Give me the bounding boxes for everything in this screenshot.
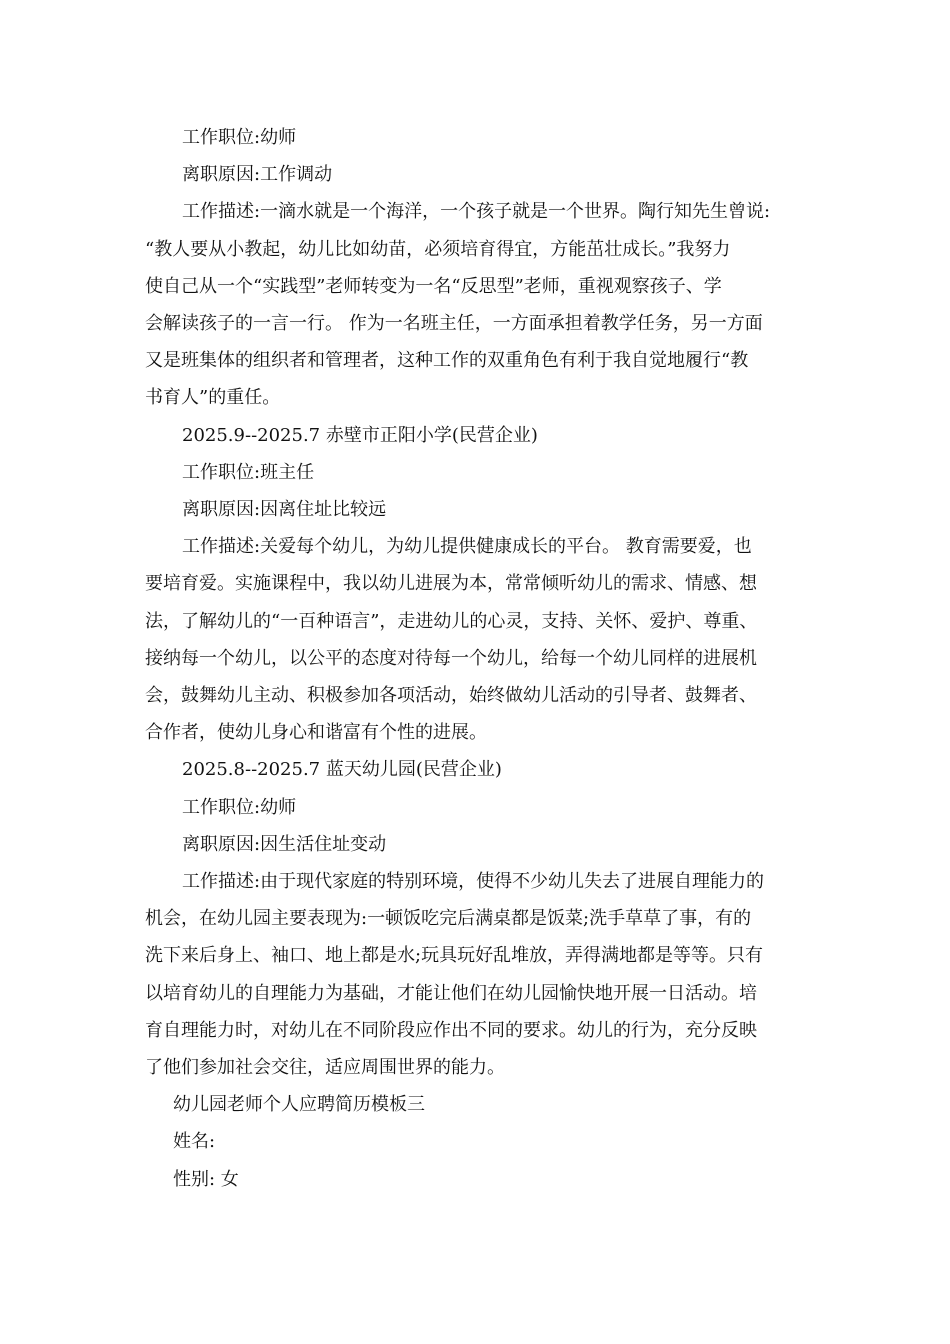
employment-period-line: 2025.9--2025.7 赤壁市正阳小学(民营企业): [182, 424, 538, 446]
paragraph-line: 机会，在幼儿园主要表现为:一顿饭吃完后满桌都是饭菜;洗手草草了事，有的: [145, 908, 752, 930]
job-description-line: 工作描述:一滴水就是一个海洋，一个孩子就是一个世界。陶行知先生曾说:: [182, 201, 771, 223]
paragraph-line: 接纳每一个幼儿，以公平的态度对待每一个幼儿，给每一个幼儿同样的进展机: [145, 647, 757, 669]
leave-reason-line: 离职原因:因离住址比较远: [182, 499, 387, 521]
paragraph-line: 洗下来后身上、袖口、地上都是水;玩具玩好乱堆放，弄得满地都是等等。只有: [145, 945, 764, 967]
paragraph-line: 会解读孩子的一言一行。 作为一名班主任，一方面承担着教学任务，另一方面: [145, 313, 763, 335]
gender-field-line: 性别: 女: [173, 1168, 239, 1190]
paragraph-line: 书育人”的重任。: [145, 387, 281, 409]
paragraph-line: 会，鼓舞幼儿主动、积极参加各项活动，始终做幼儿活动的引导者、鼓舞者、: [145, 685, 757, 707]
paragraph-line: 育自理能力时，对幼儿在不同阶段应作出不同的要求。幼儿的行为，充分反映: [145, 1019, 757, 1041]
job-description-line: 工作描述:由于现代家庭的特别环境，使得不少幼儿失去了进展自理能力的: [182, 871, 765, 893]
paragraph-line: 以培育幼儿的自理能力为基础，才能让他们在幼儿园愉快地开展一日活动。培: [145, 982, 757, 1004]
paragraph-line: 法，了解幼儿的“一百种语言”，走进幼儿的心灵，支持、关怀、爱护、尊重、: [145, 610, 758, 632]
leave-reason-line: 离职原因:工作调动: [182, 164, 333, 186]
paragraph-line: “教人要从小教起，幼儿比如幼苗，必须培育得宜，方能茁壮成长。”我努力: [145, 238, 731, 260]
job-title-line: 工作职位:班主任: [182, 461, 315, 483]
leave-reason-line: 离职原因:因生活住址变动: [182, 833, 387, 855]
name-field-line: 姓名:: [173, 1131, 216, 1153]
paragraph-line: 了他们参加社会交往，适应周围世界的能力。: [145, 1057, 505, 1079]
paragraph-line: 合作者，使幼儿身心和谐富有个性的进展。: [145, 722, 487, 744]
paragraph-line: 要培育爱。实施课程中，我以幼儿进展为本，常常倾听幼儿的需求、情感、想: [145, 573, 757, 595]
job-title-line: 工作职位:幼师: [182, 127, 297, 148]
job-title-line: 工作职位:幼师: [182, 796, 297, 818]
paragraph-line: 使自己从一个“实践型”老师转变为一名“反思型”老师，重视观察孩子、学: [145, 275, 722, 297]
section-heading: 幼儿园老师个人应聘简历模板三: [173, 1094, 425, 1116]
paragraph-line: 又是班集体的组织者和管理者，这种工作的双重角色有利于我自觉地履行“教: [145, 350, 749, 372]
employment-period-line: 2025.8--2025.7 蓝天幼儿园(民营企业): [182, 759, 502, 781]
document-body: [145, 119, 815, 1198]
job-description-line: 工作描述:关爱每个幼儿，为幼儿提供健康成长的平台。 教育需要爱，也: [182, 536, 752, 558]
